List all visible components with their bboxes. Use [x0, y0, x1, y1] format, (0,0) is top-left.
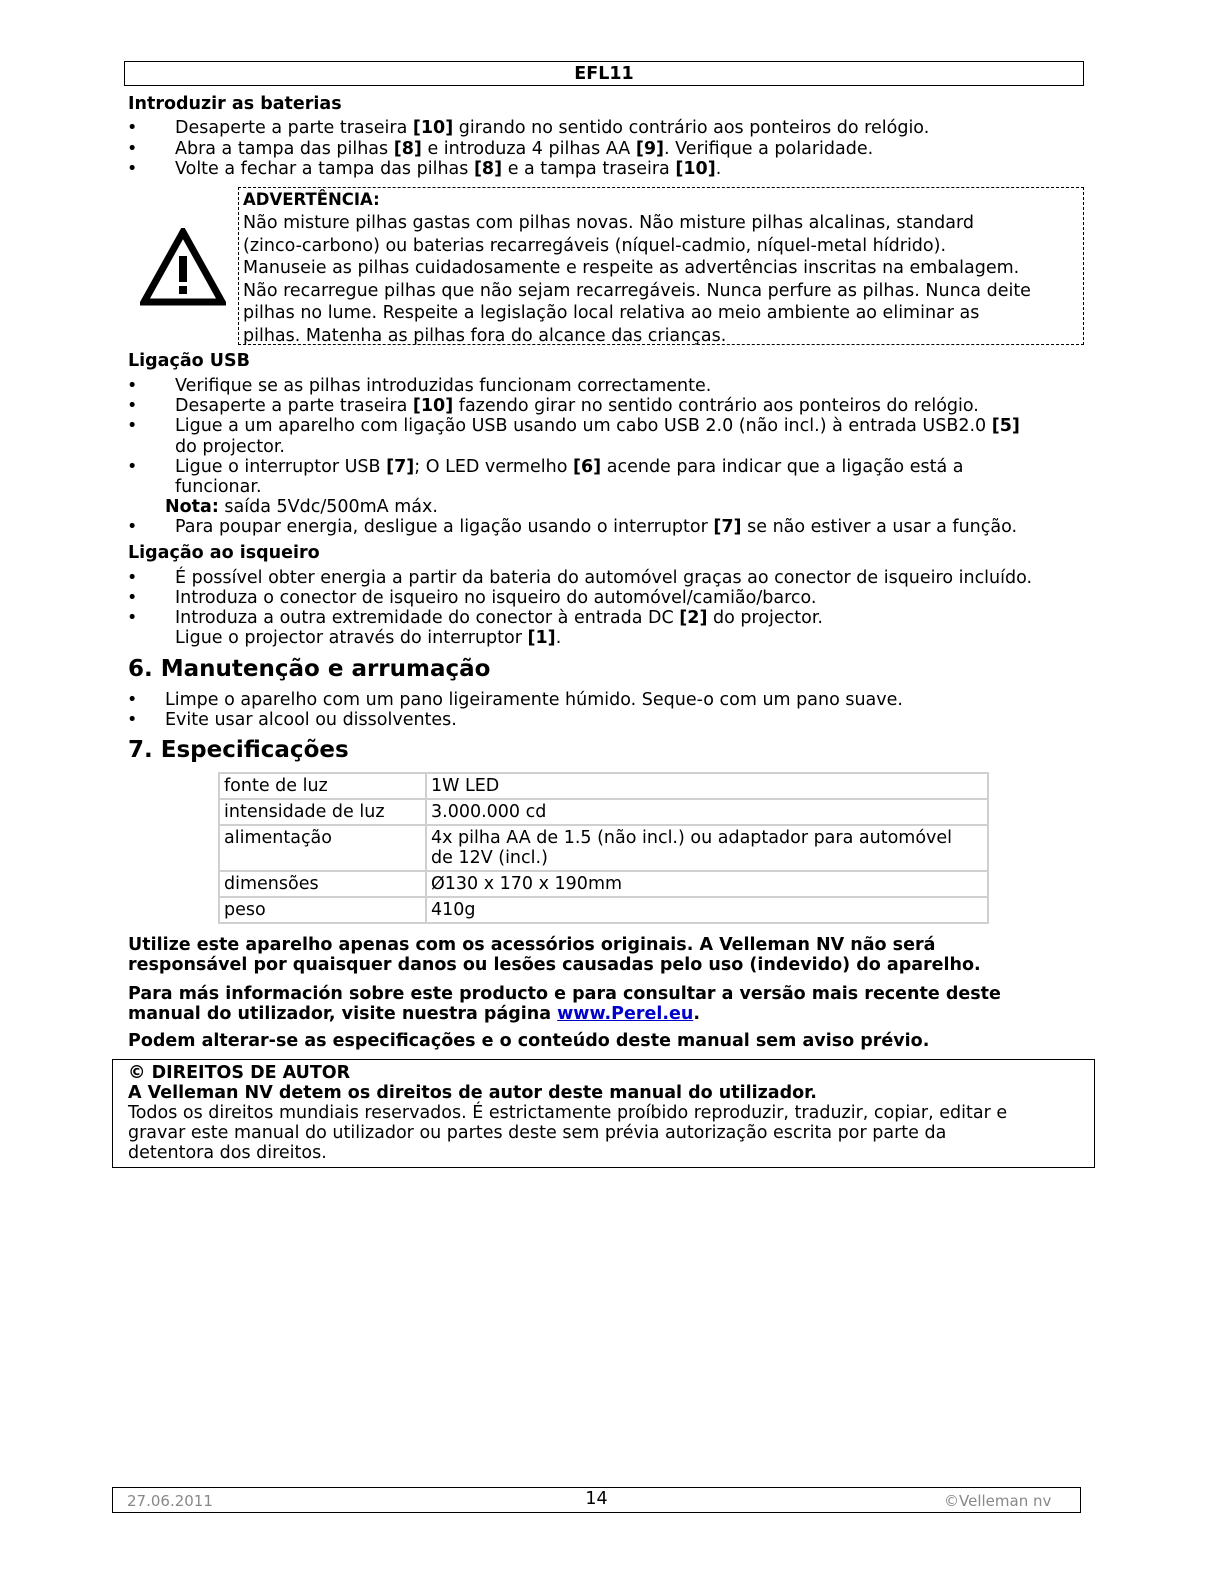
usage-note: Utilize este aparelho apenas com os acessórios originais. A Velleman NV não será responsável por quaisquer danos ou lesões causadas pelo uso (indevido) do aparelho. [128, 935, 981, 975]
list-item-continuation: Ligue o projector através do interruptor [1]. [175, 628, 562, 648]
table-row: alimentação 4x pilha AA de 1.5 (não incl.) ou adaptador para automóvel de 12V (incl.) [219, 825, 988, 871]
perel-link[interactable]: www.Perel.eu [557, 1004, 694, 1024]
section-heading-lighter: Ligação ao isqueiro [128, 543, 320, 563]
list-item-continuation: funcionar. [175, 477, 262, 497]
table-row: intensidade de luz 3.000.000 cd [219, 799, 988, 825]
list-item-continuation: do projector. [175, 437, 285, 457]
table-row: peso 410g [219, 897, 988, 923]
info-note: Para más información sobre este producto e para consultar a versão mais recente deste manual do utilizador, visite nuestra página www.Perel.eu. [128, 984, 1001, 1024]
copyright-text: © DIREITOS DE AUTOR A Velleman NV detem os direitos de autor deste manual do utilizador. Todos os direitos mundiais reservados. É estrictamente proíbido reproduzir, traduzir, copiar, editar e gravar este manual do utilizador ou partes deste sem prévia autorização escrita por parte da detentora dos direitos. [128, 1063, 1008, 1163]
warning-text: Não misture pilhas gastas com pilhas novas. Não misture pilhas alcalinas, standard (zinco-carbono) ou baterias recarregáveis (níquel-cadmio, níquel-metal hídrido). Manuseie as pilhas cuidadosamente e respeite as advertências inscritas na embalagem. Não recarregue pilhas que não sejam recarregáveis. Nunca perfure as pilhas. Nunca deite pilhas no lume. Respeite a legislação local relativa ao meio ambiente ao eliminar as pilhas. Matenha as pilhas fora do alcance das crianças. [243, 213, 1031, 346]
section-heading-usb: Ligação USB [128, 351, 250, 371]
section-heading-maintenance: 6. Manutenção e arrumação [128, 656, 491, 682]
warning-title: ADVERTÊNCIA: [243, 190, 380, 209]
specs-change-note: Podem alterar-se as especificações e o conteúdo deste manual sem aviso prévio. [128, 1031, 930, 1051]
section-heading-specifications: 7. Especificações [128, 737, 349, 763]
specifications-table [218, 772, 989, 924]
footer-date: 27.06.2011 [127, 1492, 213, 1510]
document-title: EFL11 [574, 64, 634, 84]
warning-triangle-icon [140, 228, 226, 306]
table-row: fonte de luz 1W LED [219, 773, 988, 799]
table-row: dimensões Ø130 x 170 x 190mm [219, 871, 988, 897]
footer-brand: ©Velleman nv [944, 1492, 1052, 1510]
section-heading-batteries: Introduzir as baterias [128, 94, 342, 114]
header-box [124, 61, 1084, 86]
note: Nota: saída 5Vdc/500mA máx. [165, 497, 438, 517]
page-number: 14 [585, 1489, 608, 1509]
